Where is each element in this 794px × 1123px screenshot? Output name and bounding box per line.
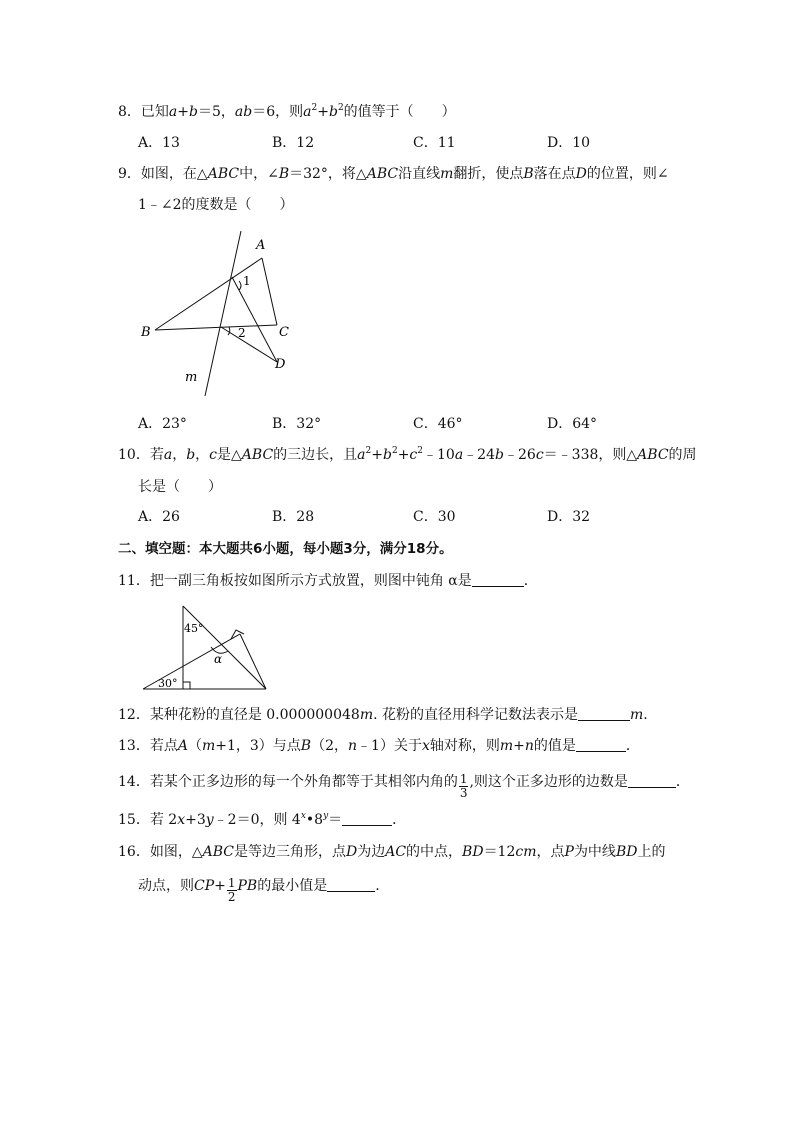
answer-blank[interactable] bbox=[628, 773, 676, 788]
label-D: D bbox=[275, 357, 286, 372]
fraction-one-third: $\frac{1}{3}$ bbox=[459, 772, 468, 800]
q9-option-c: C．46° bbox=[413, 416, 463, 432]
q10-option-a: A．26 bbox=[138, 509, 180, 525]
q9-line1: 9．如图，在△ABC中，∠B＝32°，将△ABC沿直线m翻折，使点B落在点D的位置，则∠ bbox=[118, 166, 669, 182]
q9-option-d: D．64° bbox=[547, 416, 598, 432]
q8-line: 8．已知a+b＝5，ab＝6，则$a^2+b^2$的值等于（ ） bbox=[118, 103, 456, 120]
q16-line2: 动点，则CP+ $\frac{1}{2}$ PB的最小值是 . bbox=[138, 876, 380, 904]
label-45: 45° bbox=[184, 622, 204, 635]
q9-line2: 1﹣∠2的度数是（ ） bbox=[138, 197, 294, 213]
label-m: m bbox=[185, 370, 198, 385]
label-angle-2: 2 bbox=[238, 326, 246, 340]
label-30: 30° bbox=[158, 677, 178, 690]
q9-option-a: A．23° bbox=[138, 416, 187, 432]
q8-option-c: C．11 bbox=[413, 135, 456, 151]
q11-figure bbox=[140, 603, 270, 693]
q10-line1: 10．若a，b，c是△ABC的三边长，且$a^2+b^2+c^2﹣10a﹣24b﹣26c=﹣338$，则△ABC的周 bbox=[118, 446, 697, 463]
q10-option-c: C．30 bbox=[413, 509, 456, 525]
right-angle-mark-bottom bbox=[183, 682, 190, 689]
q11-line: 11．把一副三角板按如图所示方式放置，则图中钝角 α是 ． bbox=[118, 573, 538, 589]
q13-line: 13．若点A（m+1，3）与点B（2，n﹣1）关于x轴对称，则m+n的值是 ． bbox=[118, 738, 640, 754]
q8-option-b: B．12 bbox=[272, 135, 315, 151]
q10-option-b: B．28 bbox=[272, 509, 315, 525]
label-angle-1: 1 bbox=[243, 274, 251, 288]
q15-line: 15．若 2x+3y﹣2＝0，则 $4^x•8^y=$ ． bbox=[118, 811, 407, 828]
answer-blank[interactable] bbox=[327, 877, 375, 892]
q16-line1: 16．如图，△ABC是等边三角形，点D为边AC的中点，BD＝12cm，点P为中线BD上的 bbox=[118, 844, 666, 860]
segment-AC bbox=[262, 258, 277, 325]
angle-1-arc bbox=[239, 281, 241, 290]
q10-line2: 长是（ ） bbox=[138, 479, 222, 495]
hypotenuse-45 bbox=[183, 606, 266, 689]
label-alpha: α bbox=[214, 652, 223, 666]
q10-option-d: D．32 bbox=[547, 509, 591, 525]
q8-option-a: A．13 bbox=[138, 135, 180, 151]
answer-blank[interactable] bbox=[342, 811, 392, 826]
fold-line-m bbox=[205, 231, 241, 396]
label-A: A bbox=[256, 238, 266, 253]
label-B: B bbox=[141, 325, 151, 340]
fraction-one-half: $\frac{1}{2}$ bbox=[227, 876, 236, 904]
q12-line: 12．某种花粉的直径是 0.000000048m. 花粉的直径用科学记数法表示是 m. bbox=[118, 707, 648, 723]
q14-line: 14．若某个正多边形的每一个外角都等于其相邻内角的 $\frac{1}{3}$ ,则这个正多边形的边数是 ． bbox=[118, 772, 690, 800]
edge-to-corner bbox=[240, 634, 266, 689]
answer-blank[interactable] bbox=[472, 572, 524, 587]
q8-option-d: D．10 bbox=[547, 135, 591, 151]
q9-figure bbox=[135, 228, 305, 400]
q9-option-b: B．32° bbox=[272, 416, 322, 432]
answer-blank[interactable] bbox=[576, 737, 626, 752]
answer-blank[interactable] bbox=[578, 706, 630, 721]
label-C: C bbox=[279, 325, 289, 340]
segment-BA bbox=[155, 258, 262, 330]
section-heading-fill-in: 二、填空题：本大题共6小题，每小题3分，满分18分。 bbox=[118, 541, 453, 557]
